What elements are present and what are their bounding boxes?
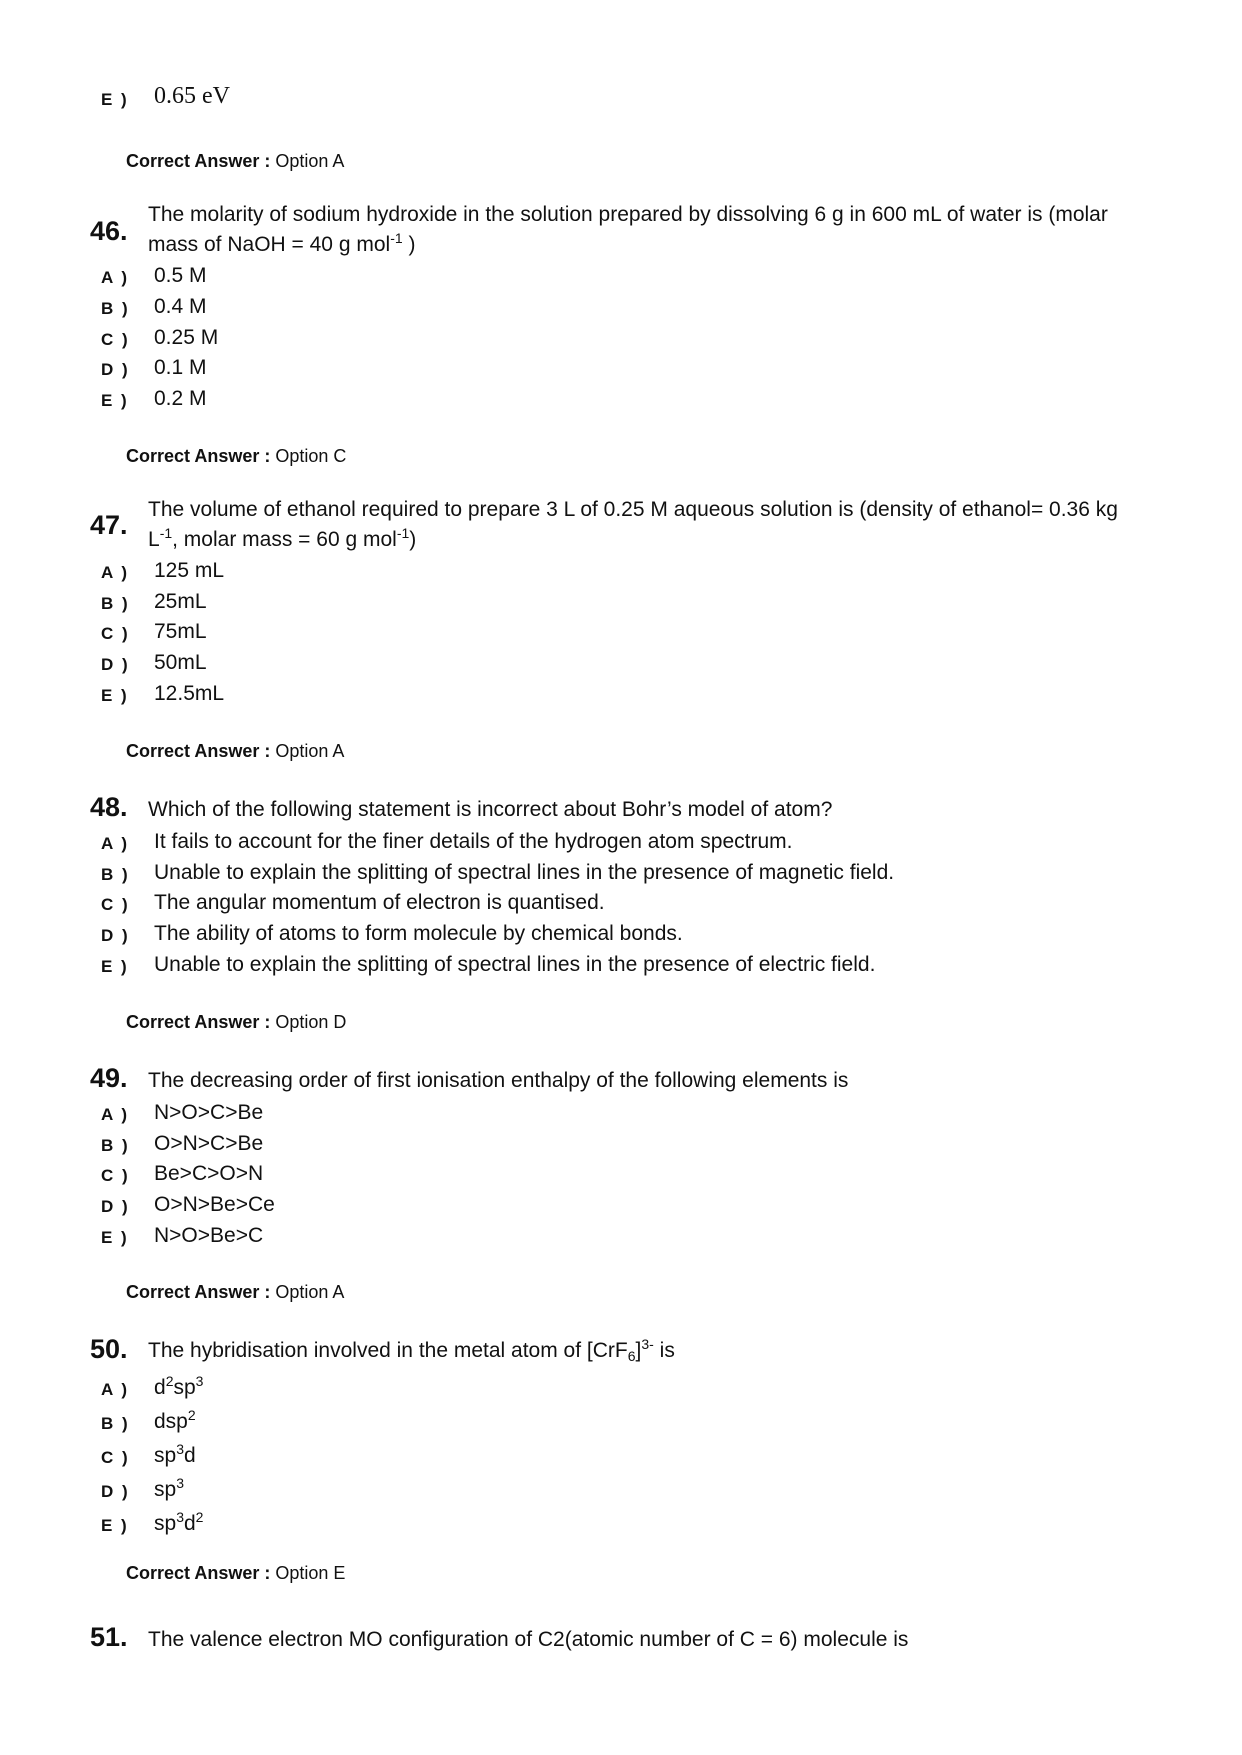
option-label: B ) — [101, 299, 130, 318]
option-label: C ) — [101, 330, 130, 349]
option-text: The angular momentum of electron is quantised. — [154, 891, 605, 914]
option-label: E ) — [101, 391, 129, 410]
option-label: B ) — [101, 865, 130, 884]
option-text: It fails to account for the finer details of the hydrogen atom spectrum. — [154, 830, 793, 853]
correct-answer — [126, 446, 346, 467]
answer-value: Option A — [275, 1282, 345, 1302]
question-number: 48. — [90, 792, 128, 822]
option-label: A ) — [101, 834, 130, 853]
answer-label: Correct Answer : — [126, 741, 271, 761]
question-text: The hybridisation involved in the metal atom of $[CrF_6]^{3-}$ is — [148, 1336, 675, 1364]
question-text: Which of the following statement is incorrect about Bohr’s model of atom? — [148, 798, 833, 821]
option-text: $d^2sp^3$ — [154, 1373, 204, 1399]
option-text: Unable to explain the splitting of spectral lines in the presence of magnetic field. — [154, 861, 895, 884]
option-text: 75mL — [154, 620, 207, 643]
answer-value: Option D — [275, 1012, 347, 1032]
correct-answer — [126, 1282, 344, 1303]
question-number: 47. — [90, 510, 128, 540]
option-label: C ) — [101, 624, 130, 643]
option-label: D ) — [101, 926, 130, 945]
option-label: C ) — [101, 895, 130, 914]
correct-answer — [126, 741, 344, 762]
option-text: $sp^3d$ — [154, 1441, 196, 1467]
option-label: E ) — [101, 686, 129, 705]
option-label: D ) — [101, 655, 130, 674]
answer-value: Option A — [275, 741, 345, 761]
question-text: The molarity of sodium hydroxide in the solution prepared by dissolving 6 g in 600 mL of water is (molar — [148, 203, 1108, 226]
option-label: E ) — [101, 957, 129, 976]
option-label: E ) — [101, 1228, 129, 1247]
question-text: The valence electron MO configuration of C2(atomic number of C = 6) molecule is — [148, 1628, 909, 1651]
option-label: B ) — [101, 594, 130, 613]
answer-value: Option A — [275, 151, 345, 171]
option-text: The ability of atoms to form molecule by chemical bonds. — [154, 922, 683, 945]
option-label: C ) — [101, 1166, 130, 1185]
answer-value: Option C — [275, 446, 347, 466]
correct-answer — [126, 151, 344, 172]
option-text: Unable to explain the splitting of spectral lines in the presence of electric field. — [154, 953, 876, 976]
option-text: 0.65 eV — [154, 83, 230, 109]
option-text: O>N>Be>Ce — [154, 1193, 275, 1216]
option-label: E ) — [101, 90, 129, 109]
option-label: C ) — [101, 1448, 130, 1467]
answer-label: Correct Answer : — [126, 1012, 271, 1032]
option-label: A ) — [101, 1105, 130, 1124]
correct-answer — [126, 1563, 345, 1584]
question-text-line2: $L^{-1}$, molar mass = 60 g mol$^{-1}$) — [148, 525, 417, 551]
answer-label: Correct Answer : — [126, 151, 271, 171]
option-text: N>O>C>Be — [154, 1101, 264, 1124]
option-text: $sp^3$ — [154, 1475, 184, 1501]
option-label: D ) — [101, 1197, 130, 1216]
option-label: A ) — [101, 1380, 130, 1399]
question-number: 51. — [90, 1622, 128, 1652]
correct-answer — [126, 1012, 346, 1033]
option-label: B ) — [101, 1414, 130, 1433]
question-number: 46. — [90, 216, 128, 246]
option-text: 0.2 M — [154, 387, 207, 410]
option-label: A ) — [101, 268, 130, 287]
option-label: D ) — [101, 1482, 130, 1501]
option-text: 125 mL — [154, 559, 225, 582]
option-label: A ) — [101, 563, 130, 582]
option-text: 0.4 M — [154, 295, 207, 318]
question-text: The volume of ethanol required to prepare 3 L of 0.25 M aqueous solution is (density of ethanol= 0.36 kg — [148, 498, 1118, 521]
question-number: 49. — [90, 1063, 128, 1093]
question-number: 50. — [90, 1334, 128, 1364]
option-text: dsp$^2$ — [154, 1407, 196, 1433]
option-text: 25mL — [154, 590, 207, 613]
answer-label: Correct Answer : — [126, 1282, 271, 1302]
option-label: E ) — [101, 1516, 129, 1535]
option-text: 0.25 M — [154, 326, 219, 349]
option-label: D ) — [101, 360, 130, 379]
option-label: B ) — [101, 1136, 130, 1155]
option-text: 50mL — [154, 651, 207, 674]
answer-value: Option E — [275, 1563, 346, 1583]
answer-label: Correct Answer : — [126, 1563, 271, 1583]
option-text: N>O>Be>C — [154, 1224, 264, 1247]
question-text-line2: mass of NaOH = 40 g mol$^{-1}$ ) — [148, 230, 416, 256]
option-text: O>N>C>Be — [154, 1132, 264, 1155]
option-text: 12.5mL — [154, 682, 225, 705]
option-text: $sp^3d^2$ — [154, 1509, 204, 1535]
option-text: Be>C>O>N — [154, 1162, 264, 1185]
answer-label: Correct Answer : — [126, 446, 271, 466]
question-text: The decreasing order of first ionisation enthalpy of the following elements is — [148, 1069, 849, 1092]
option-text: 0.5 M — [154, 264, 207, 287]
option-text: 0.1 M — [154, 356, 207, 379]
